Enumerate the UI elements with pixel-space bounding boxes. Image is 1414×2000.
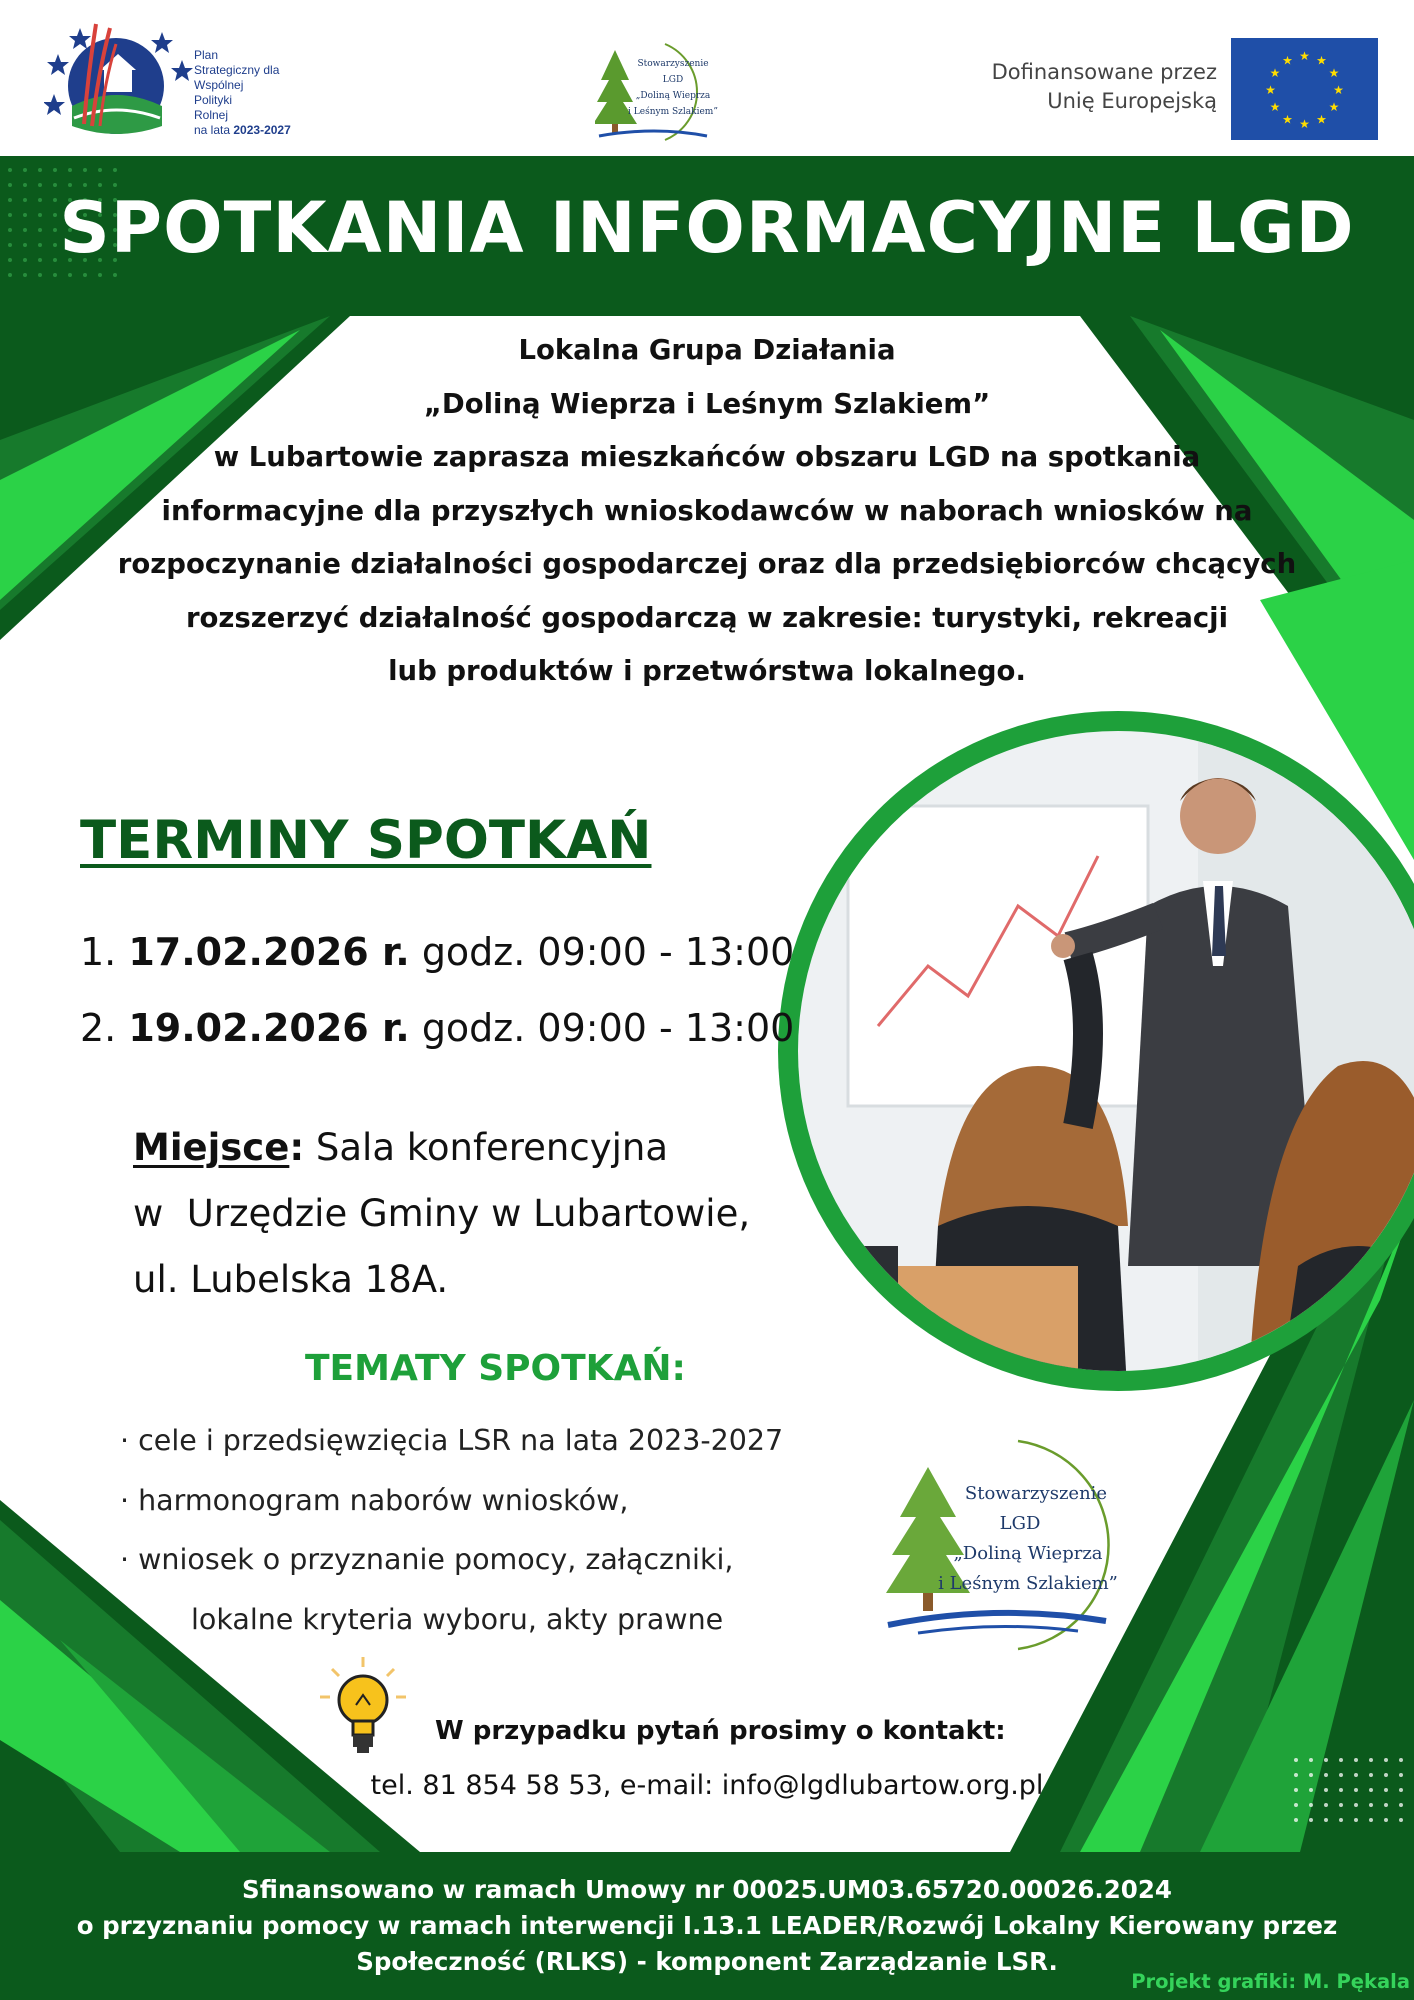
svg-text:★: ★ <box>1316 53 1327 68</box>
small-logo-line-4: i Leśnym Szlakiem” <box>628 107 718 117</box>
date-item <box>80 930 794 974</box>
psp-years: 2023-2027 <box>233 123 291 137</box>
topic-item: · cele i przedsięwzięcia LSR na lata 2023-2027 <box>120 1424 784 1457</box>
intro-line: lub produktów i przetwórstwa lokalnego. <box>388 655 1026 687</box>
big-logo-line-2: LGD <box>999 1513 1041 1534</box>
psp-line: Rolnej <box>194 108 229 122</box>
psp-years-prefix: na lata <box>194 123 234 137</box>
psp-line: Plan <box>194 48 219 62</box>
date-time: godz. 09:00 - 13:00 <box>409 930 795 974</box>
topic-item: · wniosek o przyznanie pomocy, załączniki, <box>120 1543 734 1576</box>
eu-funding-text <box>920 58 1217 116</box>
topic-item: · harmonogram naborów wniosków, <box>120 1484 629 1517</box>
psp-logo-text <box>194 48 291 138</box>
place-line-1 <box>133 1115 750 1181</box>
eu-line-2: Unię Europejską <box>1047 89 1217 113</box>
meeting-place <box>133 1115 750 1313</box>
svg-text:★: ★ <box>1328 66 1340 80</box>
place-line-2: w Urzędzie Gminy w Lubartowie, <box>133 1192 751 1235</box>
intro-line: w Lubartowie zaprasza mieszkańców obszaru LGD na spotkania <box>213 441 1201 473</box>
big-logo-line-3: „Doliną Wieprza <box>953 1543 1103 1564</box>
footer-line: o przyznaniu pomocy w ramach interwencji I.13.1 LEADER/Rozwój Lokalny Kierowany przez <box>76 1911 1338 1940</box>
svg-text:★: ★ <box>1269 66 1281 80</box>
topic-item: lokalne kryteria wyboru, akty prawne <box>191 1603 724 1636</box>
presentation-photo <box>778 706 1414 1396</box>
psp-years-line <box>194 123 291 138</box>
psp-line: Strategiczny dla <box>194 63 280 77</box>
svg-text:★: ★ <box>1299 117 1310 131</box>
design-credit: Projekt grafiki: M. Pękala <box>1131 1970 1410 1993</box>
intro-text <box>60 324 1354 699</box>
svg-text:★: ★ <box>1333 83 1344 97</box>
place-label: Miejsce <box>133 1126 290 1169</box>
eu-flag-icon <box>1231 38 1378 140</box>
date-value: 17.02.2026 r. <box>128 930 410 974</box>
intro-line: rozpoczynanie działalności gospodarczej oraz dla przedsiębiorców chcących <box>117 548 1297 580</box>
lgd-logo-small <box>595 40 725 145</box>
main-title: SPOTKANIA INFORMACYJNE LGD <box>59 187 1355 269</box>
big-logo-line-1: Stowarzyszenie <box>964 1483 1108 1504</box>
psp-line: Wspólnej <box>194 78 244 92</box>
tematy-title: TEMATY SPOTKAŃ: <box>305 1348 686 1389</box>
footer-text <box>0 1872 1414 1980</box>
lightbulb-icon <box>318 1655 408 1760</box>
small-logo-line-3: „Doliną Wieprza <box>635 91 711 101</box>
date-num: 2. <box>80 1006 129 1050</box>
terminy-title: TERMINY SPOTKAŃ <box>80 810 652 871</box>
contact-heading: W przypadku pytań prosimy o kontakt: <box>435 1716 1006 1746</box>
date-num: 1. <box>80 930 129 974</box>
place-value: Sala konferencyjna <box>304 1126 669 1169</box>
place-line-3: ul. Lubelska 18A. <box>133 1258 449 1301</box>
svg-text:★: ★ <box>1282 53 1293 68</box>
intro-line: „Doliną Wieprza i Leśnym Szlakiem” <box>423 387 991 420</box>
svg-text:★: ★ <box>1299 49 1310 63</box>
date-item <box>80 1006 794 1050</box>
contact-details: tel. 81 854 58 53, e-mail: info@lgdlubartow.org.pl <box>370 1770 1044 1801</box>
place-colon: : <box>289 1126 305 1169</box>
small-logo-line-1: Stowarzyszenie <box>637 59 709 69</box>
svg-text:★: ★ <box>1282 112 1293 127</box>
svg-text:★: ★ <box>1265 83 1276 97</box>
intro-line: informacyjne dla przyszłych wnioskodawców w naborach wniosków na <box>161 494 1253 527</box>
svg-text:★: ★ <box>1316 112 1327 127</box>
lgd-logo-large <box>878 1437 1140 1652</box>
date-value: 19.02.2026 r. <box>128 1006 410 1050</box>
eu-line-1: Dofinansowane przez <box>991 60 1217 84</box>
intro-line: Lokalna Grupa Działania <box>518 334 896 366</box>
psp-line: Polityki <box>194 93 233 107</box>
big-logo-line-4: i Leśnym Szlakiem” <box>938 1573 1118 1594</box>
svg-text:★: ★ <box>1328 100 1340 114</box>
svg-text:★: ★ <box>1269 100 1281 114</box>
small-logo-line-2: LGD <box>662 75 684 85</box>
footer-line: Społeczność (RLKS) - komponent Zarządzanie LSR. <box>356 1947 1058 1976</box>
intro-line: rozszerzyć działalność gospodarczą w zakresie: turystyki, rekreacji <box>185 601 1229 634</box>
date-time: godz. 09:00 - 13:00 <box>409 1006 795 1050</box>
footer-line: Sfinansowano w ramach Umowy nr 00025.UM03.65720.00026.2024 <box>242 1875 1172 1904</box>
